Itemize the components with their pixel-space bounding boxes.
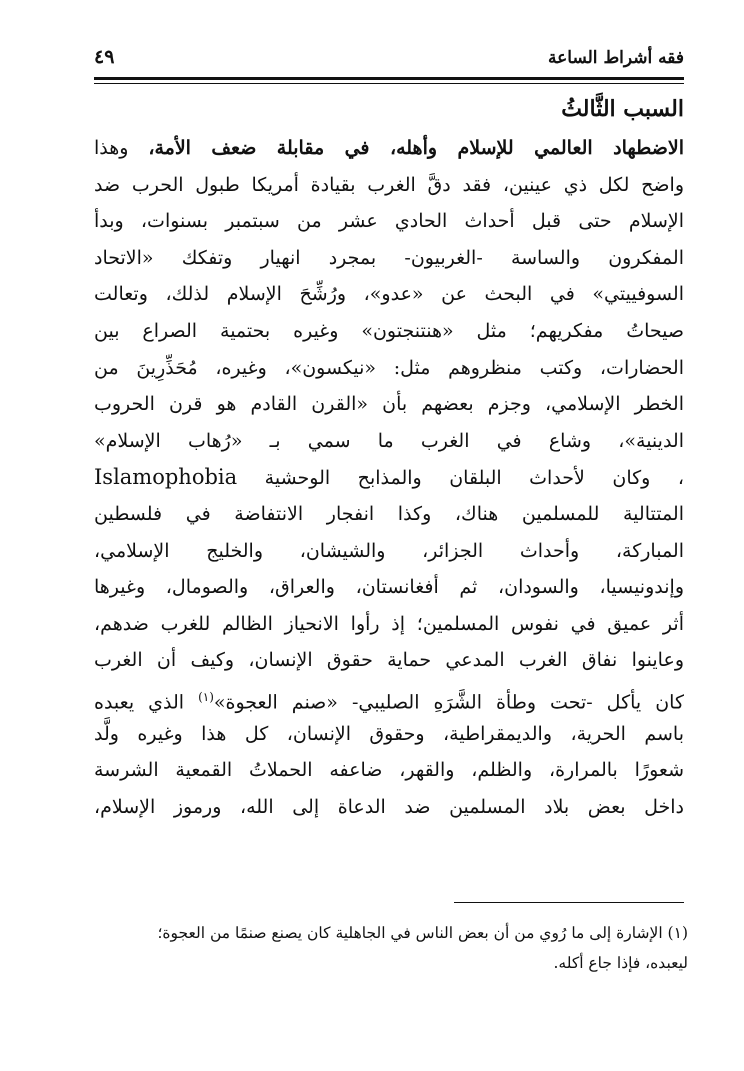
- text-line: وإندونيسيا، والسودان، ثم أفغانستان، والعراق، والصومال، وغيرها: [94, 576, 684, 599]
- page-number: ٤٩: [94, 46, 115, 68]
- section-heading: السبب الثَّالثُ: [561, 96, 684, 122]
- text-line: شعورًا بالمرارة، والظلم، والقهر، ضاعفه الحملاتُ القمعية الشرسة: [94, 759, 684, 782]
- text-line: وعاينوا نفاق الغرب المدعي حماية حقوق الإنسان، وكيف أن الغرب: [94, 649, 684, 672]
- text-line: باسم الحرية، والديمقراطية، وحقوق الإنسان، كل هذا وغيره ولَّد: [94, 722, 684, 745]
- main-text: [94, 88, 684, 825]
- header-rule-thick: [94, 77, 684, 80]
- text-line: الدينية»، وشاع في الغرب ما سمي بـ «رُهاب الإسلام»: [94, 429, 684, 452]
- footnote: [94, 918, 688, 978]
- text-line: المفكرون والساسة -الغربيون- بمجرد انهيار وتفكك «الاتحاد: [94, 246, 684, 269]
- text-line: السوفييتي» في البحث عن «عدو»، ورُشِّحَ الإسلام لذلك، وتعالت: [94, 283, 684, 306]
- text-line: صيحاتُ مفكريهم؛ مثل «هنتنجتون» وغيره بحتمية الصراع بين: [94, 319, 684, 342]
- page-header: [94, 44, 684, 72]
- header-rule-thin: [94, 83, 684, 84]
- lead-bold-phrase: الاضطهاد العالمي للإسلام وأهله، في مقابلة ضعف الأمة،: [148, 137, 684, 159]
- running-title: فقه أشراط الساعة: [548, 48, 684, 68]
- text-line-part: الذي يعبده: [94, 691, 185, 714]
- text-line-footnote-ref: [94, 679, 684, 716]
- text-line-part: كان يأكل -تحت وطأة الشَّرَهِ الصليبي- «صنم العجوة»: [213, 691, 684, 714]
- latin-term: Islamophobia: [94, 465, 238, 490]
- text-line: الخطر الإسلامي، وجزم بعضهم بأن «القرن القادم هو قرن الحروب: [94, 393, 684, 416]
- footnote-line: (١) الإشارة إلى ما رُوي من أن بعض الناس في الجاهلية كان يصنع صنمًا من العجوة؛: [157, 924, 688, 942]
- text-line: واضح لكل ذي عينين، فقد دقَّ الغرب بقيادة أمريكا طبول الحرب ضد: [94, 173, 684, 196]
- text-line-latin: [94, 459, 684, 496]
- lead-rest: وهذا: [94, 137, 129, 159]
- text-line: الحضارات، وكتب منظروهم مثل: «نيكسون»، وغيره، مُحَذِّرِينَ من: [94, 356, 684, 379]
- footnote-line: ليعبده، فإذا جاع أكله.: [553, 954, 688, 972]
- text-line: المتتالية للمسلمين هناك، وكذا انفجار الانتفاضة في فلسطين: [94, 502, 684, 525]
- text-line: المباركة، وأحداث الجزائر، والشيشان، والخليج الإسلامي،: [94, 539, 684, 562]
- text-line: أثر عميق في نفوس المسلمين؛ إذ رأوا الانحياز الظالم للغرب ضدهم،: [94, 612, 684, 635]
- text-line-1: [94, 130, 684, 167]
- text-line: الإسلام حتى قبل أحداث الحادي عشر من سبتمبر بسنوات، وبدأ: [94, 210, 684, 233]
- text-line-part: ، وكان لأحداث البلقان والمذابح الوحشية: [264, 467, 684, 490]
- footnote-separator: [454, 902, 684, 903]
- footnote-ref[interactable]: (١): [198, 689, 214, 704]
- text-line: داخل بعض بلاد المسلمين ضد الدعاة إلى الله، ورموز الإسلام،: [94, 795, 684, 818]
